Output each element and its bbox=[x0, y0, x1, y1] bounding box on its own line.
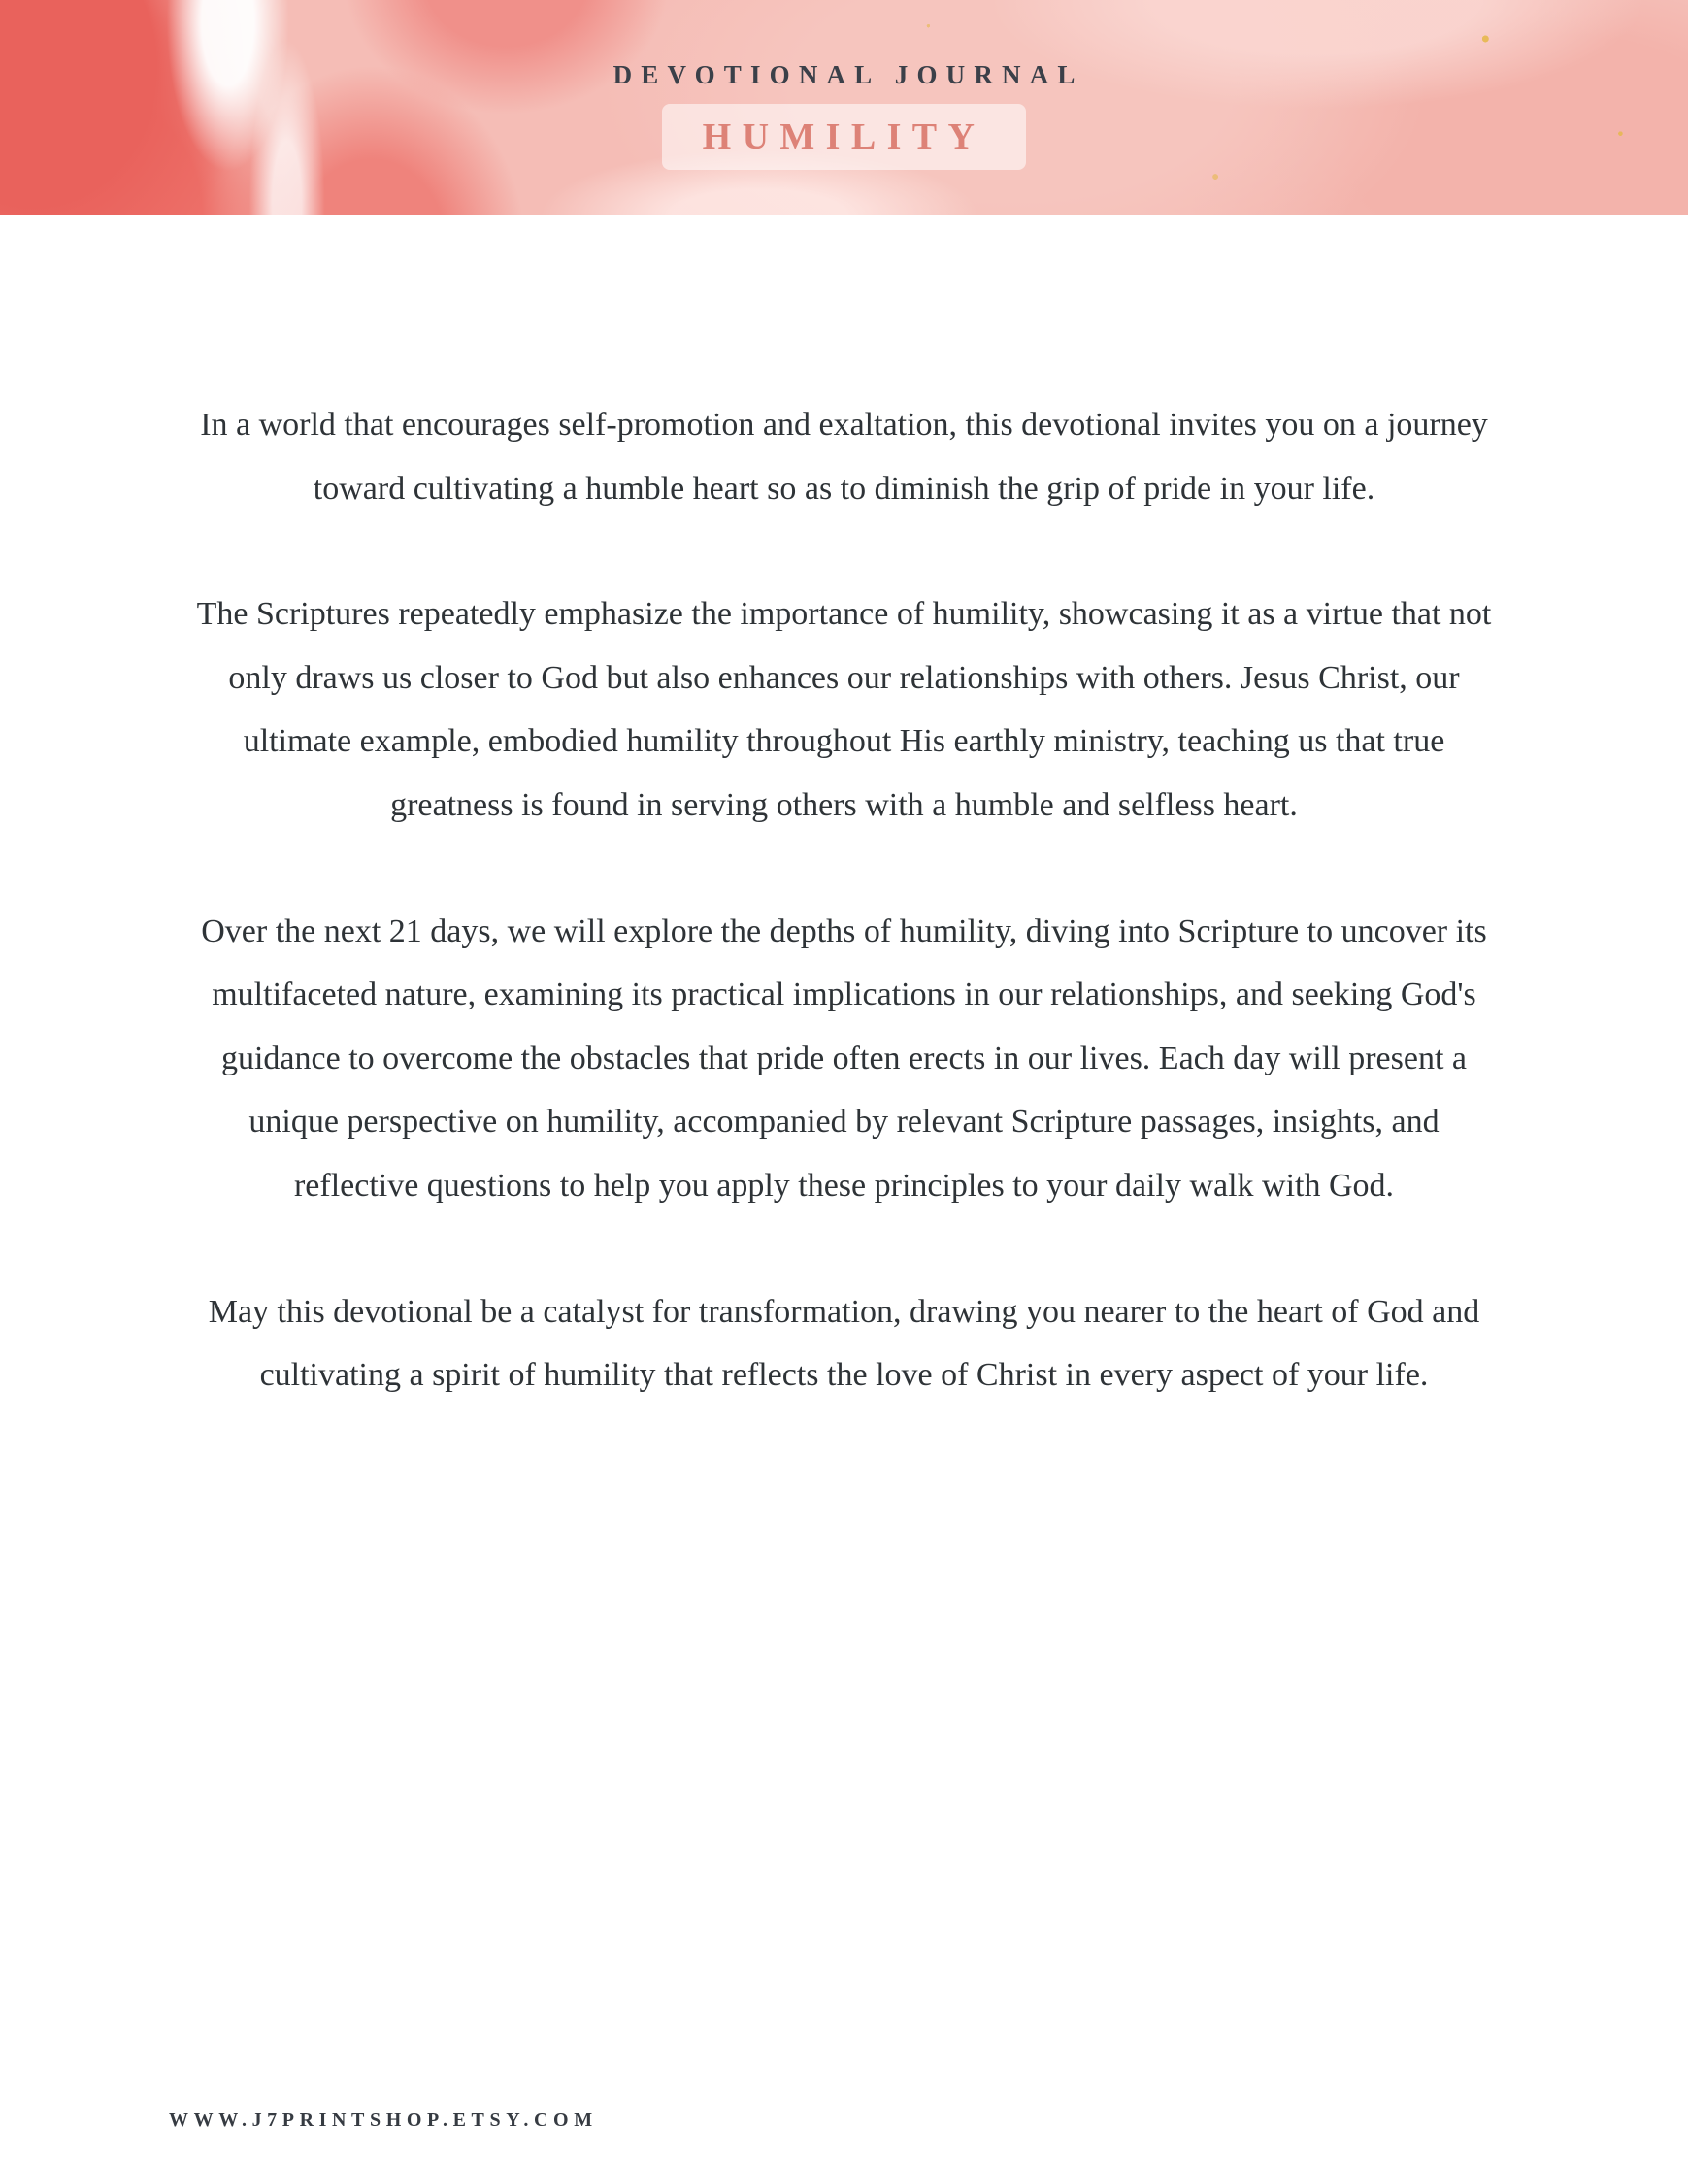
intro-paragraph-2: The Scriptures repeatedly emphasize the importance of humility, showcasing it as a virtue that not only draws us closer to God but also enhances our relationships with others. Jesus Christ, our ultimate example, embodied humility throughout His earthly ministry, teaching us that true greatness is found in serving others with a humble and selfless heart. bbox=[196, 596, 1492, 824]
intro-paragraph-3: Over the next 21 days, we will explore the depths of humility, diving into Scripture to uncover its multifaceted nature, examining its practical implications in our relationships, and seeking God's guidance to overcome the obstacles that pride often erects in our lives. Each day will present a unique perspective on humility, accompanied by relevant Scripture passages, insights, and reflective questions to help you apply these principles to your daily walk with God. bbox=[201, 912, 1487, 1205]
journal-kicker-label: DEVOTIONAL JOURNAL bbox=[612, 59, 1084, 89]
devotional-intro-text bbox=[194, 215, 1495, 1407]
intro-paragraph-4: May this devotional be a catalyst for transformation, drawing you nearer to the heart of God and cultivating a spirit of humility that reflects the love of Christ in every aspect of your life. bbox=[208, 1293, 1480, 1394]
page-title: HUMILITY bbox=[702, 116, 986, 157]
watercolor-header-banner bbox=[0, 0, 1688, 215]
shop-url-text: WWW.J7PRINTSHOP.ETSY.COM bbox=[169, 2109, 598, 2131]
header-content bbox=[0, 0, 1688, 215]
intro-paragraph-1: In a world that encourages self-promotion and exaltation, this devotional invites you on a journey toward cultivating a humble heart so as to diminish the grip of pride in your life. bbox=[200, 407, 1488, 507]
title-badge bbox=[662, 104, 1027, 170]
